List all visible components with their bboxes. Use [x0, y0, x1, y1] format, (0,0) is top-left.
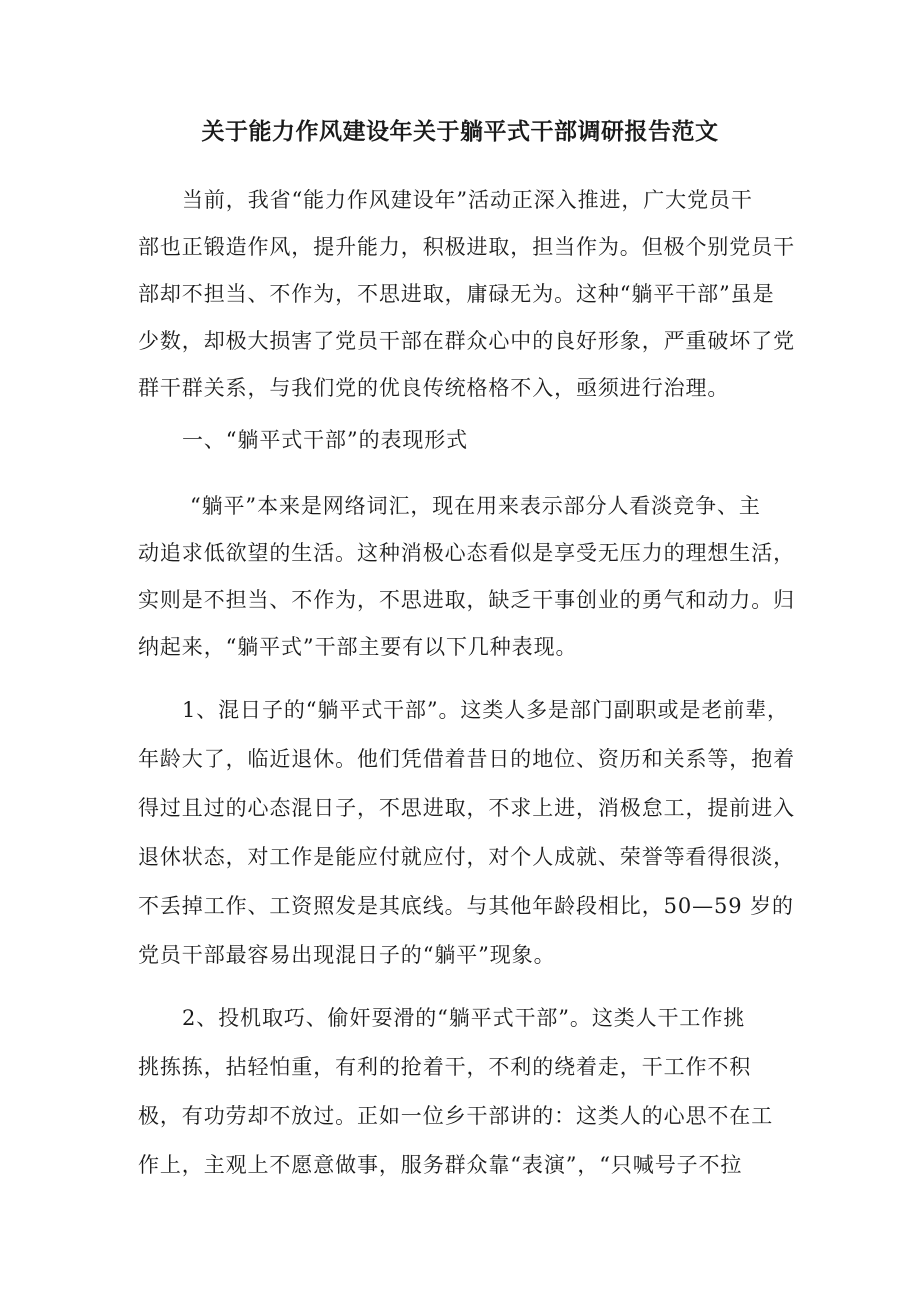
paragraph-2-line-1: “躺平”本来是网络词汇，现在用来表示部分人看淡竞争、主 — [190, 494, 761, 518]
paragraph-3-line-6: 党员干部最容易出现混日子的“躺平”现象。 — [138, 943, 556, 967]
paragraph-3-line-3: 得过且过的心态混日子，不思进取，不求上进，消极怠工，提前进入 — [138, 796, 795, 820]
paragraph-4-line-3: 极，有功劳却不放过。正如一位乡干部讲的：这类人的心思不在工 — [138, 1104, 774, 1128]
paragraph-3-line-4: 退休状态，对工作是能应付就应付，对个人成就、荣誉等看得很淡， — [138, 845, 795, 869]
paragraph-1-line-3: 部却不担当、不作为，不思进取，庸碌无为。这种“躺平干部”虽是 — [138, 282, 775, 306]
paragraph-1-line-2: 部也正锻造作风，提升能力，积极进取，担当作为。但极个别党员干 — [138, 235, 795, 259]
paragraph-3-line-2: 年龄大了，临近退休。他们凭借着昔日的地位、资历和关系等，抱着 — [138, 747, 795, 771]
paragraph-1-line-1: 当前，我省“能力作风建设年”活动正深入推进，广大党员干 — [182, 188, 753, 212]
paragraph-2-line-4: 纳起来，“躺平式”干部主要有以下几种表现。 — [138, 635, 578, 659]
paragraph-2-line-2: 动追求低欲望的生活。这种消极心态看似是享受无压力的理想生活， — [138, 541, 795, 565]
paragraph-3-line-5: 不丢掉工作、工资照发是其底线。与其他年龄段相比，50—59 岁的 — [138, 894, 794, 918]
paragraph-1-line-4: 少数，却极大损害了党员干部在群众心中的良好形象，严重破坏了党 — [138, 329, 795, 353]
paragraph-4-line-1: 2、投机取巧、偷奸耍滑的“躺平式干部”。这类人干工作挑 — [182, 1006, 746, 1030]
paragraph-4-line-4: 作上，主观上不愿意做事，服务群众靠“表演”，“只喊号子不拉 — [138, 1153, 743, 1177]
paragraph-2-line-3: 实则是不担当、不作为，不思进取，缺乏干事创业的勇气和动力。归 — [138, 588, 795, 612]
paragraph-4-line-2: 挑拣拣，拈轻怕重，有利的抢着干，不利的绕着走，干工作不积 — [138, 1055, 752, 1079]
paragraph-3-line-1: 1、混日子的“躺平式干部”。这类人多是部门副职或是老前辈， — [182, 698, 789, 722]
document-title: 关于能力作风建设年关于躺平式干部调研报告范文 — [201, 119, 719, 145]
section-heading: 一、“躺平式干部”的表现形式 — [182, 428, 469, 452]
paragraph-1-line-5: 群干群关系，与我们党的优良传统格格不入，亟须进行治理。 — [138, 376, 730, 400]
